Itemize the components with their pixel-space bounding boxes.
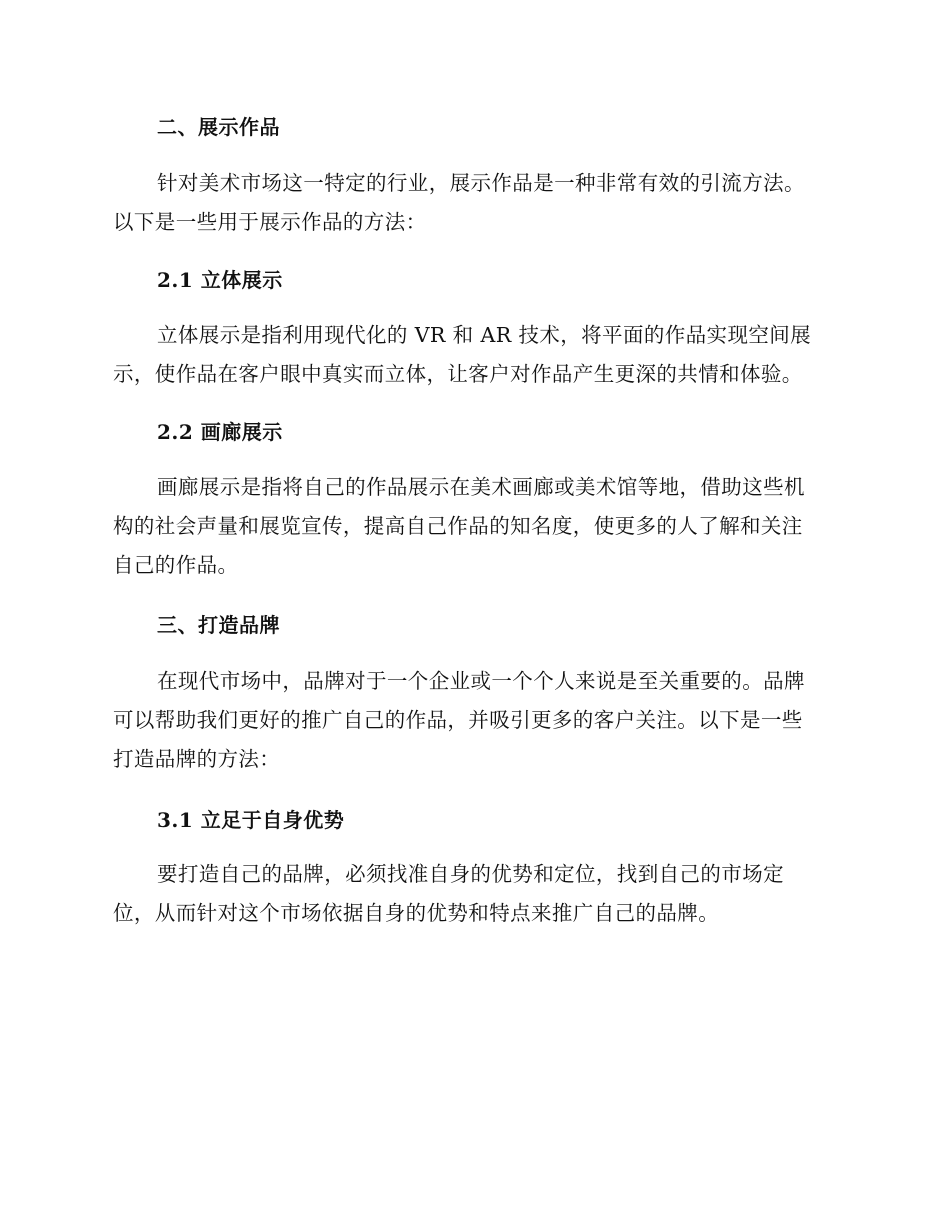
paragraph-line: 示，使作品在客户眼中真实而立体，让客户对作品产生更深的共情和体验。 <box>113 362 803 386</box>
paragraph-line: 要打造自己的品牌，必须找准自身的优势和定位，找到自己的市场定 <box>157 862 784 886</box>
paragraph-own-advantages <box>113 855 835 933</box>
paragraph-display-works-intro <box>113 164 835 242</box>
paragraph-line: 以下是一些用于展示作品的方法： <box>113 210 427 234</box>
paragraph-build-brand-intro <box>113 662 835 779</box>
paragraph-line: 构的社会声量和展览宣传，提高自己作品的知名度，使更多的人了解和关注 <box>113 514 803 538</box>
paragraph-3d-display <box>113 316 835 394</box>
section-heading-3d-display: 2.1 立体展示 <box>157 268 283 292</box>
section-heading-own-advantages: 3.1 立足于自身优势 <box>157 808 345 832</box>
section-heading-build-brand: 三、打造品牌 <box>157 613 280 637</box>
paragraph-line: 位，从而针对这个市场依据自身的优势和特点来推广自己的品牌。 <box>113 901 720 925</box>
section-heading-display-works: 二、展示作品 <box>157 115 280 139</box>
paragraph-gallery-display <box>113 468 835 585</box>
section-heading-gallery-display: 2.2 画廊展示 <box>157 420 283 444</box>
paragraph-line: 在现代市场中，品牌对于一个企业或一个个人来说是至关重要的。品牌 <box>157 669 805 693</box>
paragraph-line: 自己的作品。 <box>113 553 239 577</box>
paragraph-line: 打造品牌的方法： <box>113 747 281 771</box>
paragraph-line: 可以帮助我们更好的推广自己的作品，并吸引更多的客户关注。以下是一些 <box>113 708 803 732</box>
paragraph-line: 画廊展示是指将自己的作品展示在美术画廊或美术馆等地，借助这些机 <box>157 475 805 499</box>
paragraph-line: 立体展示是指利用现代化的 VR 和 AR 技术，将平面的作品实现空间展 <box>157 323 812 347</box>
paragraph-line: 针对美术市场这一特定的行业，展示作品是一种非常有效的引流方法。 <box>157 171 805 195</box>
